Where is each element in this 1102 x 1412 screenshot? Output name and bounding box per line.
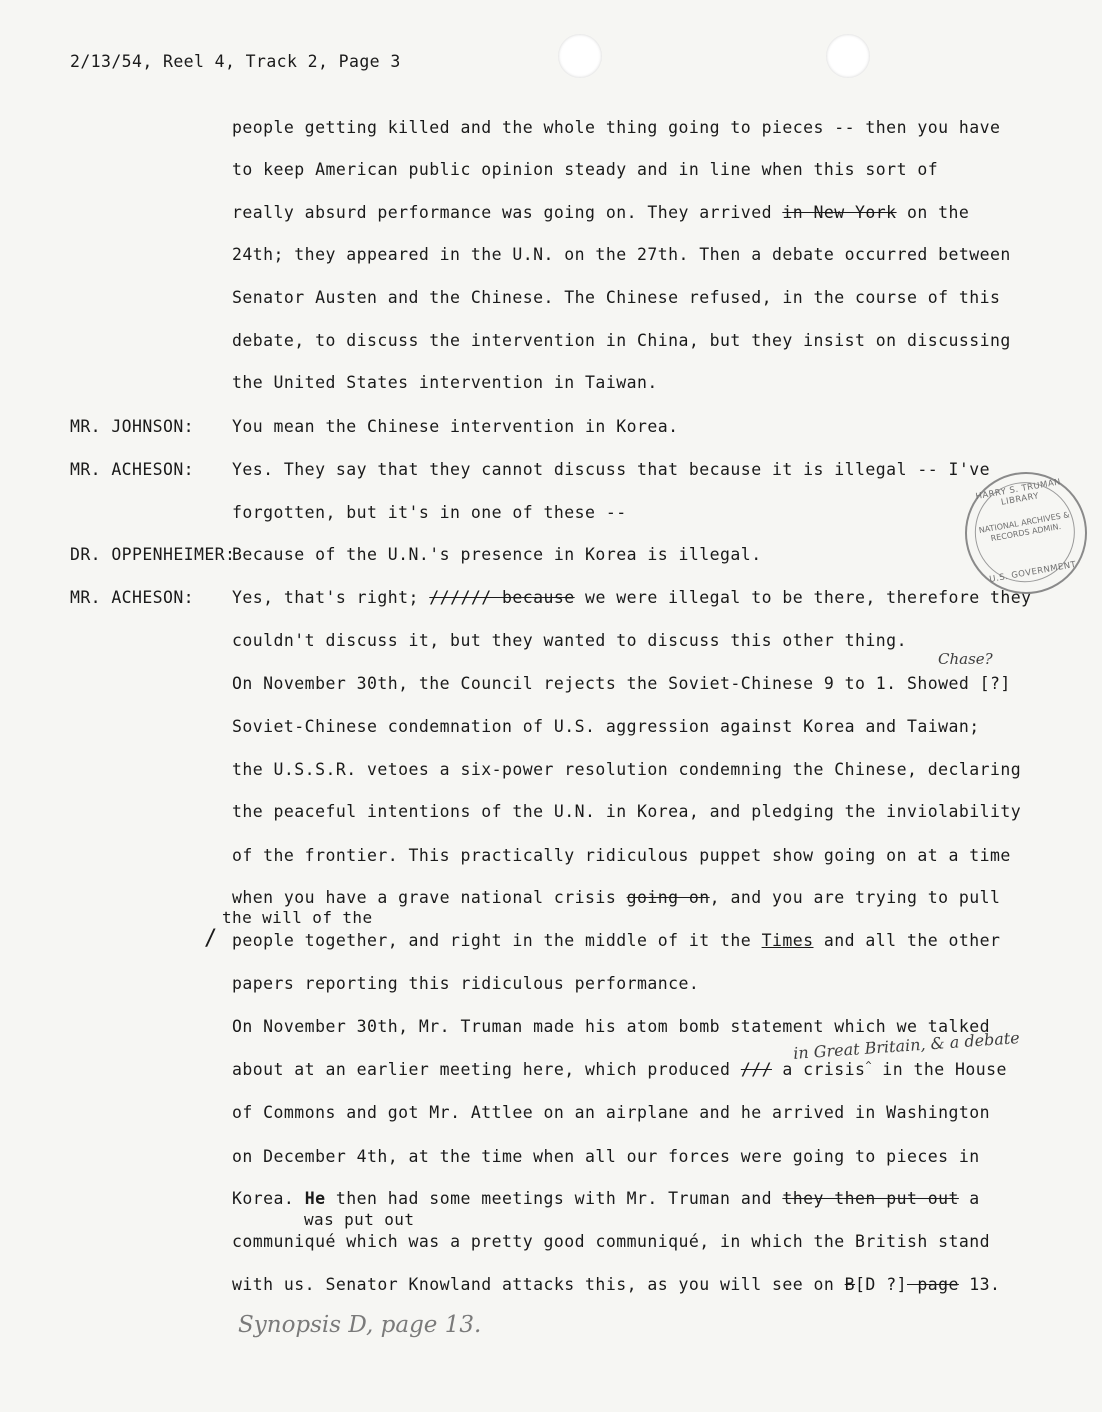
struck-text: they then put out — [782, 1189, 959, 1208]
text-line: papers reporting this ridiculous performance. — [232, 974, 700, 993]
text-line: when you have a grave national crisis going on, and you are trying to pull — [232, 888, 1001, 907]
struck-text: /// — [740, 1060, 772, 1079]
text-line: people together, and right in the middle of it the Times and all the other — [232, 931, 1001, 950]
text-line: about at an earlier meeting here, which produced /// a crisis^ in the House — [232, 1060, 1007, 1079]
struck-text: in New York — [782, 203, 897, 222]
text-line: with us. Senator Knowland attacks this, as you will see on B[D ?] page 13. — [232, 1275, 1001, 1294]
stamp-middle-text: NATIONAL ARCHIVES & RECORDS ADMIN. — [978, 510, 1071, 544]
text-line: Yes. They say that they cannot discuss that because it is illegal -- I've — [232, 460, 991, 479]
text-line: Korea. He then had some meetings with Mr. Truman and they then put out a — [232, 1189, 980, 1208]
text-line: really absurd performance was going on. They arrived in New York on the — [232, 203, 970, 222]
stamp-bottom-text: U.S. GOVERNMENT — [988, 559, 1078, 585]
text-line: Yes, that's right; ////// because we were illegal to be there, therefore they — [232, 588, 1032, 607]
speaker-label: MR. ACHESON: — [70, 460, 195, 479]
text-line: On November 30th, Mr. Truman made his atom bomb statement which we talked — [232, 1017, 991, 1036]
text-line: debate, to discuss the intervention in China, but they insist on discussing — [232, 331, 1011, 350]
text-line: Soviet-Chinese condemnation of U.S. aggression against Korea and Taiwan; — [232, 717, 980, 736]
speaker-label: DR. OPPENHEIMER: — [70, 545, 236, 564]
text-line: the U.S.S.R. vetoes a six-power resolution condemning the Chinese, declaring — [232, 760, 1022, 779]
text-line: on December 4th, at the time when all our forces were going to pieces in — [232, 1147, 980, 1166]
insertion-mark: / — [204, 926, 218, 951]
struck-text: page — [906, 1275, 959, 1294]
text-line: 24th; they appeared in the U.N. on the 27th. Then a debate occurred between — [232, 245, 1011, 264]
text-line: communiqué which was a pretty good communiqué, in which the British stand — [232, 1232, 991, 1251]
punch-hole-left — [558, 34, 602, 78]
typed-insertion: the will of the — [222, 908, 373, 927]
text-line: the United States intervention in Taiwan. — [232, 373, 658, 392]
typed-insertion: was put out — [304, 1210, 415, 1229]
speaker-label: MR. JOHNSON: — [70, 417, 195, 436]
punch-hole-right — [826, 34, 870, 78]
text-line: Senator Austen and the Chinese. The Chinese refused, in the course of this — [232, 288, 1001, 307]
archive-stamp — [955, 462, 1096, 603]
handwritten-annotation: in Great Britain, & a debate — [792, 1028, 1021, 1063]
text-line: Because of the U.N.'s presence in Korea is illegal. — [232, 545, 762, 564]
page-header: 2/13/54, Reel 4, Track 2, Page 3 — [70, 52, 401, 71]
text-line: of the frontier. This practically ridiculous puppet show going on at a time — [232, 846, 1011, 865]
stamp-top-text: HARRY S. TRUMAN LIBRARY — [974, 477, 1062, 508]
text-line: of Commons and got Mr. Attlee on an airplane and he arrived in Washington — [232, 1103, 991, 1122]
text-line: the peaceful intentions of the U.N. in Korea, and pledging the inviolability — [232, 802, 1022, 821]
struck-text: B — [844, 1275, 856, 1294]
handwritten-note: Synopsis D, page 13. — [238, 1312, 482, 1338]
text-line: to keep American public opinion steady and in line when this sort of — [232, 160, 939, 179]
text-line: You mean the Chinese intervention in Korea. — [232, 417, 679, 436]
speaker-label: MR. ACHESON: — [70, 588, 195, 607]
text-line: forgotten, but it's in one of these -- — [232, 503, 627, 522]
text-line: couldn't discuss it, but they wanted to discuss this other thing. — [232, 631, 907, 650]
struck-text: ////// because — [429, 588, 575, 607]
text-line: On November 30th, the Council rejects the Soviet-Chinese 9 to 1. Showed [?] — [232, 674, 1011, 693]
struck-text: going on — [626, 888, 710, 907]
text-line: people getting killed and the whole thing going to pieces -- then you have — [232, 118, 1001, 137]
handwritten-annotation: Chase? — [938, 650, 993, 668]
underlined-title: Times — [761, 931, 814, 950]
